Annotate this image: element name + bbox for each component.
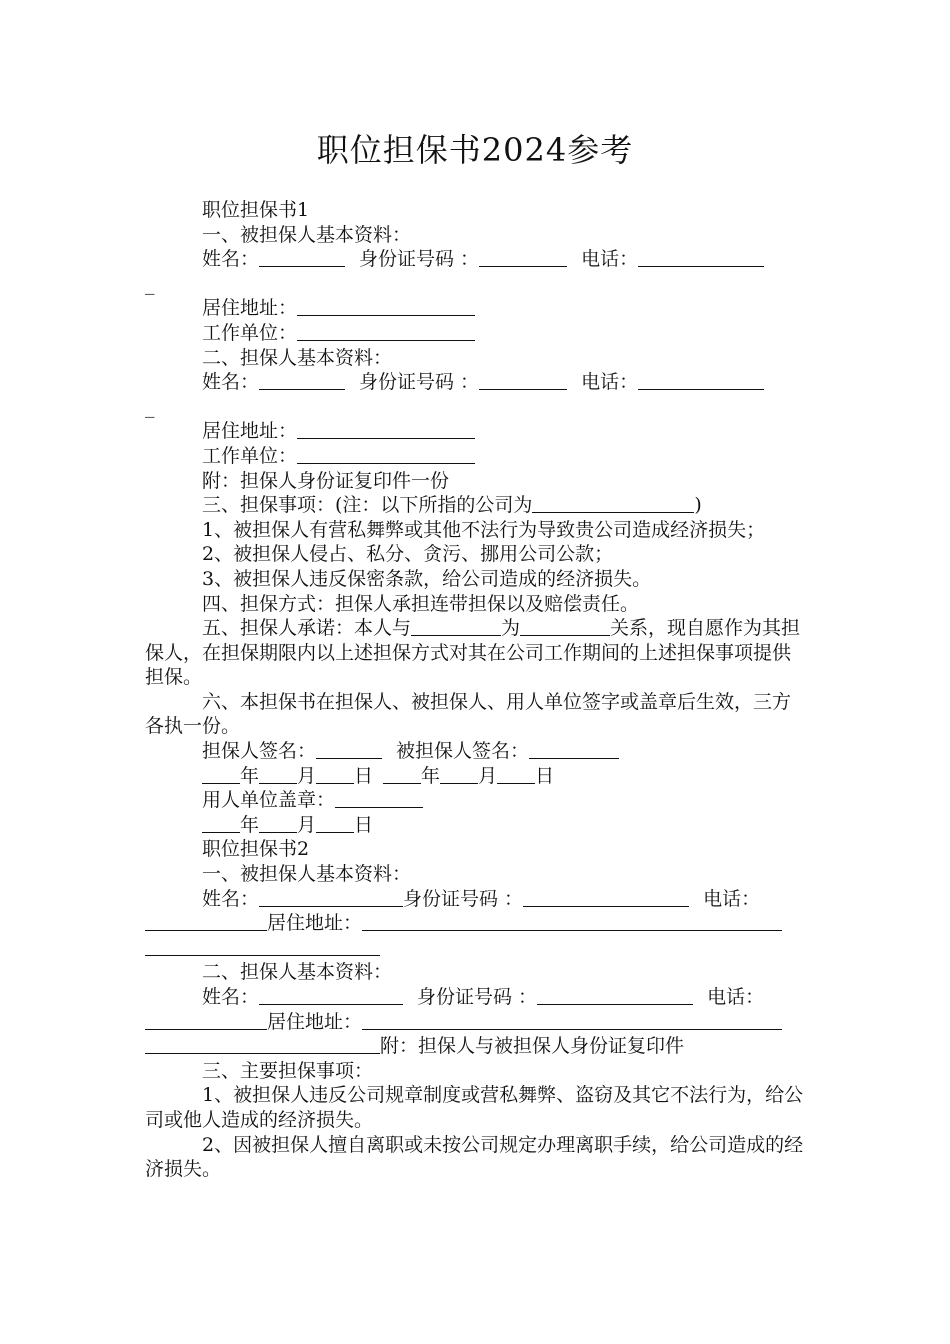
address-blank[interactable] — [297, 419, 475, 439]
s1-guarantor-promise: 五、担保人承诺：本人与 为 关系，现自愿作为其担保人，在担保期限内以上述担保方式对其在公司工作期间的上述担保事项提供担保。 — [145, 617, 801, 689]
s2-guarantor-info-heading: 二、担保人基本资料： — [202, 961, 393, 984]
s2-guaranteed-contact-line: 姓名： 身份证号码 ： 电话： — [202, 887, 761, 910]
line-continuation: _ — [145, 395, 155, 418]
s2-item-2: 2、因被担保人擅自离职或未按公司规定办理离职手续，给公司造成的经济损失。 — [145, 1133, 804, 1181]
name-blank[interactable] — [259, 370, 345, 390]
id-blank[interactable] — [537, 985, 693, 1005]
phone-blank[interactable] — [145, 911, 267, 931]
month-blank[interactable] — [259, 813, 297, 833]
id-blank[interactable] — [523, 887, 689, 907]
s1-guaranteed-contact-line: 姓名： 身份证号码 ： 电话： — [145, 247, 807, 272]
line-continuation: _ — [145, 272, 155, 295]
document-body — [145, 198, 807, 1182]
s1-guarantee-items-heading: 三、担保事项：(注：以下所指的公司为 ) — [202, 494, 702, 517]
s1-attachment-note: 附：担保人身份证复印件一份 — [202, 469, 450, 492]
section-1-heading: 职位担保书1 — [202, 199, 310, 221]
s1-guarantor-info-heading: 二、担保人基本资料： — [202, 346, 393, 369]
name-blank[interactable] — [259, 985, 403, 1005]
name-blank[interactable] — [259, 887, 403, 907]
s1-guaranteed-work-line: 工作单位： — [145, 321, 807, 346]
day-blank[interactable] — [316, 813, 354, 833]
s1-seal-date-line: 年 月 日 — [145, 813, 807, 838]
s2-guarantor-address-line: 居住地址： — [145, 1010, 807, 1035]
s1-guarantor-contact-line: 姓名： 身份证号码 ： 电话： — [145, 370, 807, 395]
year-blank[interactable] — [383, 764, 421, 784]
phone-blank[interactable] — [145, 1010, 267, 1030]
relation-blank-2[interactable] — [520, 616, 610, 636]
guarantor-signature-blank[interactable] — [316, 739, 382, 759]
month-blank[interactable] — [440, 764, 478, 784]
relation-blank-1[interactable] — [411, 616, 501, 636]
phone-blank[interactable] — [638, 370, 764, 390]
year-blank[interactable] — [202, 813, 240, 833]
day-blank[interactable] — [316, 764, 354, 784]
s2-guaranteed-info-heading: 一、被担保人基本资料： — [202, 863, 412, 886]
s1-item-2: 2、被担保人侵占、私分、贪污、挪用公司公款； — [202, 543, 614, 566]
address-blank[interactable] — [297, 296, 475, 316]
guaranteed-signature-blank[interactable] — [529, 739, 619, 759]
address-blank[interactable] — [362, 1010, 782, 1030]
s1-item-3: 3、被担保人违反保密条款，给公司造成的经济损失。 — [202, 567, 652, 590]
name-blank[interactable] — [259, 247, 345, 267]
s2-item-1: 1、被担保人违反公司规章制度或营私舞弊、盗窃及其它不法行为，给公司或他人造成的经济损失。 — [145, 1084, 804, 1131]
s1-item-1: 1、被担保人有营私舞弊或其他不法行为导致贵公司造成经济损失； — [202, 518, 766, 541]
address-blank-cont[interactable] — [145, 936, 380, 956]
work-blank[interactable] — [297, 444, 475, 464]
s1-guaranteed-address-line: 居住地址： — [145, 296, 807, 321]
s1-guarantor-work-line: 工作单位： — [145, 444, 807, 469]
s2-guarantor-contact-line: 姓名： 身份证号码 ： 电话： — [202, 986, 765, 1008]
seal-blank[interactable] — [335, 788, 423, 808]
s1-guarantor-address-line: 居住地址： — [145, 419, 807, 444]
s1-signature-line: 担保人签名： 被担保人签名： — [145, 739, 807, 764]
s2-guaranteed-address-line: 居住地址： — [145, 911, 807, 936]
s2-attachment-line: 附：担保人与被担保人身份证复印件 — [145, 1034, 807, 1059]
s1-signature-date-line: 年 月 日 年 月 日 — [145, 764, 807, 789]
id-blank[interactable] — [479, 247, 567, 267]
section-2-heading: 职位担保书2 — [202, 838, 310, 861]
address-blank-cont[interactable] — [145, 1034, 380, 1054]
address-blank[interactable] — [362, 911, 782, 931]
s1-guaranteed-info-heading: 一、被担保人基本资料： — [202, 223, 412, 246]
s2-address-continuation — [145, 936, 807, 961]
phone-blank[interactable] — [638, 247, 764, 267]
year-blank[interactable] — [202, 764, 240, 784]
s2-main-items-heading: 三、主要担保事项： — [202, 1059, 374, 1082]
s1-employer-seal-line: 用人单位盖章： — [145, 788, 807, 813]
day-blank[interactable] — [497, 764, 535, 784]
s1-effectiveness-clause: 六、本担保书在担保人、被担保人、用人单位签字或盖章后生效，三方各执一份。 — [145, 690, 792, 738]
page-title: 职位担保书2024参考 — [316, 131, 634, 169]
s1-guarantee-method: 四、担保方式：担保人承担连带担保以及赔偿责任。 — [202, 592, 640, 615]
month-blank[interactable] — [259, 764, 297, 784]
work-blank[interactable] — [297, 321, 475, 341]
id-blank[interactable] — [479, 370, 567, 390]
company-blank[interactable] — [532, 493, 694, 513]
